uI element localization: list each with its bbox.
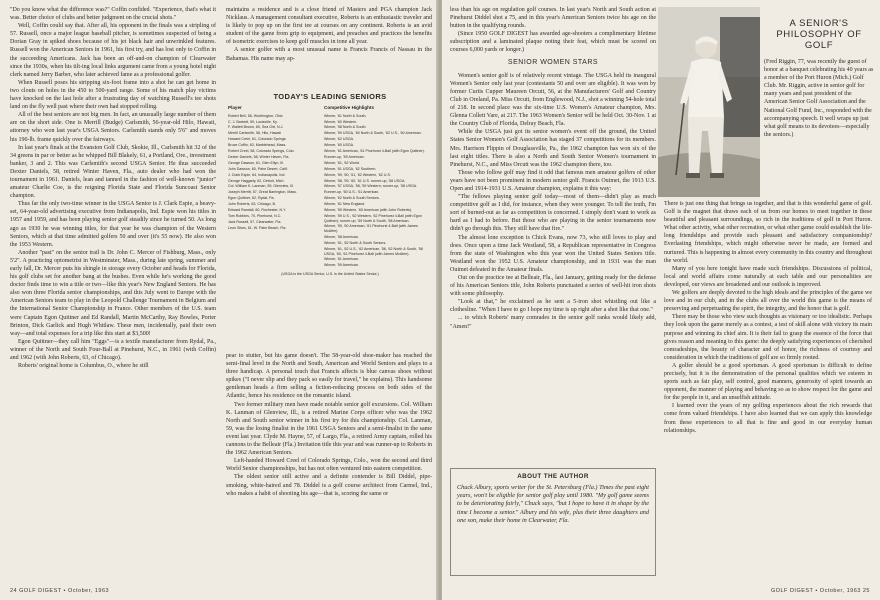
paragraph: In last year's finals at the Evanston Golf Club, Skokie, Ill., Carlsmith hit 32 of the 34 greens in par or better as he whipped Bill Blakely, 61, a Portland, Ore., investment banker, 3 and 2. This was Carlsmith's second USGA Senior. He thus succeeded Dexter Daniels, 58, retired Winter Haven, Fla., auto dealer who had won the tournament in 1961. Daniels, lean and tanned in the fashion of well-known "junior" amateur Charlie Coe, is the reigning Florida State and Florida Suncoast Senior champion. <box>10 144 216 200</box>
table-grid <box>228 106 432 269</box>
paragraph: Out on the practice tee at Belleair, Fla., last January, getting ready for the defense of his American Seniors title, John Roberts punctuated a series of well-hit iron shots with some philosophy. <box>450 275 656 298</box>
player-row: Merrill Carlsmith, 56, Hilo, Hawaii <box>228 131 281 136</box>
paragraph: We golfers are deeply devoted to the high ideals and the principles of the game we love and in our club, and in the clubs all over the world this game is the means of preserving and perpetuating the spirit, the integrity, and the honor that is golf. <box>664 290 872 313</box>
player-row: Leon Sikes, 61, W. Palm Beach, Fla. <box>228 225 287 230</box>
paragraph: pear to stutter, but his game doesn't. The 58-year-old shoe-maker has reached the semi-final level in the North and South, American and World Seniors and plays to a three handicap. A personal touch that Francis affects is blue canvas shoes without spikes ("I never slip and they pack so easily for travel," he explains). This handsome gentleman heads a firm selling a fiction-reducing process on both sides of the Atlantic, hence his residence on the romantic island. <box>226 353 432 400</box>
highlight-row: Runner-up, '59 American. <box>324 154 365 159</box>
paragraph: maintains a residence and is a close friend of Masters and PGA champion Jack Nicklaus. A management consultant executive, Roberts is an enthusiastic traveler and is likely to pop up on the first tee at courses on any continent. Roberts is an avid student of the game from grip to equipment, and preaches and practices the benefits of isometric exercises to keep golf muscles in tone all year. <box>226 7 432 46</box>
paragraph: There is just one thing that brings us together, and that is this wonderful game of golf. Golf is the magnet that draws each of us from our homes to meet together in these beautiful and pleasant surroundings, so rich in the traditions of golf in Port Huron. What other activity, what other recreation, or what other game could establish the life-long friendships and provide such pleasant and satisfactory companionship? Everlasting friendships, which might otherwise never be made, are formed and nurtured. This is happening in almost every community in this country and throughout the world. <box>664 201 872 264</box>
player-row: F. Wallett Brown, 60, Sea Girt, N.J. <box>228 125 284 130</box>
highlight-row: Winner, '59 Western, '60 American (with John Roberts). <box>324 207 412 212</box>
player-row: Jack Russell, 57, Clearwater, Fla. <box>228 219 282 224</box>
highlight-row: Winner, '62 North & South Seniors. <box>324 196 380 201</box>
highlight-row: Winner, '61 American. <box>324 257 359 262</box>
player-row: Tom Robbins, 70, Pinehurst, N.C. <box>228 213 282 218</box>
player-row: George Haggarty, 62, Detroit, Mich. <box>228 178 285 183</box>
highlight-row: Winner, '60 Western. <box>324 119 358 124</box>
player-row: Edward Randall, 60, Rochester, N.Y. <box>228 207 287 212</box>
paragraph: Many of you here tonight have made such friendships. Discussions of political, local and world affairs come naturally at each table and our personalities are developed, our views are broadened and our outlook is improved. <box>664 265 872 288</box>
paragraph: A senior golfer with a most unusual name is Francis Francis of Nassau in the Bahamas. His name may ap- <box>226 47 432 62</box>
highlight-row: Winner, '61 North & South. <box>324 113 367 118</box>
paragraph: Left-handed Howard Creel of Colorado Springs, Colo., won the second and third World Senior championships, but has not often ventured into eastern competition. <box>226 458 432 473</box>
paragraph: I learned over the years of my golfing experiences about the rich rewards that come from valued friendships. I have also learned that we can apply this knowledge from these experiences to all that is fine and good in our everyday human relationships. <box>664 403 872 434</box>
paragraph: There may be those who view such thoughts as visionary or too idealistic. Perhaps they look upon the game merely as a contest, a test of skill alone with victory its main purpose and winning its chief aim. It is their fail to grasp the essence of the force that gives reason and meaning to this game: the deeply satisfying experiences of cherished comradeships, the beauty of character and of honor, the richness of courtesy and consideration in which the traditions of golf are so firmly rooted. <box>664 314 872 361</box>
about-author-title: ABOUT THE AUTHOR <box>517 473 589 480</box>
paragraph: While the USGA just got its senior women's event off the ground, the United States Senior Women's Golf Association has staged 37 competitions for its members. Mrs. Harrison Flippin of Douglassville, Pa., the 1962 champion has won six of the last eight titles. There is also a North and South Senior Women's tournament in Pinehurst, N.C., and Miss Orcutt was the 1962 champion there, too. <box>450 129 656 168</box>
highlight-row: Winner, '59 USGA, '60 North & South, '62 U.S., '60 American. <box>324 131 422 136</box>
paragraph: "Look at that," he exclaimed as he sent a 5-iron shot whistling out like a clothesline. "When I have to go I hope my time is up right after a shot like that one." <box>450 299 656 314</box>
player-row: Robert Bell, 58, Worthington, Ohio <box>228 113 283 118</box>
highlight-row: Winner, '61, '62 World. <box>324 160 360 165</box>
left-column-2-bottom <box>226 352 432 574</box>
right-page <box>442 0 880 600</box>
speech-column <box>664 200 872 575</box>
player-row: Col. William K. Lanman, 59, Glenview, Ill. <box>228 184 294 189</box>
table-title: TODAY'S LEADING SENIORS <box>273 92 387 101</box>
highlight-row: Winner, '62 USGA. <box>324 137 355 142</box>
player-list <box>228 114 320 231</box>
highlight-row: Winner, '58 American. <box>324 235 359 240</box>
about-author-text: Chuck Albury, sports writer for the St. Petersburg (Fla.) Times the past eight years, won't be eligible for senior golf play until 1980. "My golf game seems to be deteriorating fairly," Chuck says, "but I hope to have it in shape by the time I become a senior." Albury and his wife, plus their three daughters and one son, make their home in Clearwater, Fla. <box>457 484 649 524</box>
highlights-header: Competitive Highlights <box>324 105 375 110</box>
highlight-row: Winner, '59, '60 American, '61 Pinehurst 4-Ball (with James McAfee). <box>324 224 418 234</box>
highlight-row: Winner, '58 North & South. <box>324 125 367 130</box>
player-row: Bruce Coffin, 63, Marblehead, Mass. <box>228 143 287 148</box>
left-page <box>0 0 438 600</box>
player-row: J. Clark Espie, 64, Indianapolis, Ind. <box>228 172 286 177</box>
highlight-row: Winner, '61, '62 U.S., '62 American, '56, '62 North & South, '58 USGA, '60, '61 Pinehurst 4-Ball (with James McAfee). <box>324 246 423 256</box>
paragraph: Thus far the only two-time winner in the USGA Senior is J. Clark Espie, a heavy-set, 64-year-old advertising executive from Indianapolis, Ind. Espie won his titles in 1957 and 1959, and has been playing senior golf steadily since he turned 50. As long ago as 1930 he was winning titles, for that year he was champion of the Western Seniors, which at that time admitted golfers 50 and over (it's 55 now). He also won the 1953 Western. <box>10 201 216 248</box>
highlight-row: Winner, '61 New England. <box>324 202 366 207</box>
player-row: Robert Creel, 58, Colorado Springs, Colo. <box>228 149 295 154</box>
paragraph: When Russell poses his stripping six-foot frame into a shot he can get home in two clouts on holes in the 450 to 500-yard range. Some of his match play victims have knocked on the last hole after a frustrating day of watching Russell's tee shots land on the fly well past where their own had stopped rolling. <box>10 79 216 111</box>
highlight-row: Winner, '59, '60, '61, '62 Western, '62 U.S. <box>324 172 391 177</box>
feature-title: A SENIOR'S PHILOSOPHY OF GOLF <box>776 18 862 51</box>
paragraph: Roberts' original home is Columbus, O., where he still <box>18 363 149 370</box>
paragraph: (Since 1950 GOLF DIGEST has awarded age-shooters a complimentary lifetime subscription and a laminated plaque noting their feat, which must be scored on courses 6,000 yards or longer.) <box>450 31 656 54</box>
player-column <box>228 106 324 269</box>
paragraph: "Do you know what the difference was?" Coffin confided. "Experience, that's what it was. Better choice of clubs and better judgment on the crucial shots." <box>10 7 216 22</box>
highlight-row: Winner, '60 USGA. <box>324 143 355 148</box>
paragraph: Women's senior golf is of relatively recent vintage. The USGA held its inaugural Women's Senior only last year (contestants 50 and over are eligible). It was won by former Curtis Cupper Maureen Orcutt, 56, at the Manufacturers' Golf and Country Club in Oreland, Pa. Miss Orcutt, from Englewood, N.J., shot a winning 54-hole total of 218. In second place was the six-time U.S. Women's Amateur champion, Mrs. Glenna Collett Vare, at 217. The 1963 Women's Senior will be held Oct. 30-Nov. 1 at the Country Club of Florida, Delray Beach, Fla. <box>450 72 656 128</box>
highlight-row: Winner, '59 American. <box>324 263 359 268</box>
player-row: C. J. Barbett, 59, Louisville, Ky. <box>228 119 278 124</box>
player-row: Joseph Merritt, 57, Great Barrington, Mass. <box>228 190 297 195</box>
paragraph: Those who follow golf may find it odd that famous men amateur golfers of other years have not been prominent in modern senior golf. Francis Ouimet, the 1913 U.S. Open and 1914-1931 U.S. Amateur champion, explains it this way: <box>450 169 656 192</box>
highlight-row: Winner, '61 American, '61 Pinehurst 4-Ball (with Egon Quittner). <box>324 149 425 154</box>
leading-seniors-table <box>228 92 432 350</box>
feature-intro: (Fred Riggin, 77, was recently the guest of honor at a banquet celebrating his 40 years as a member of the Port Huron (Mich.) Golf Club. Mr. Riggin, active in senior golf for many years and past president of the American Senior Golf Association and the National Golf Fund, Inc., responded with the accompanying speech. It well wraps up just what golf means to its devotees—especially the seniors.) <box>764 59 874 138</box>
paragraph: Egon Quittner—they call him "Eggs"—is a textile manufacturer from Rydal, Pa., winner of the North and South Four-Ball at Pinehurst, N.C., in 1961 (with Coffin) and 1962 (with John Roberts, 63, of Chicago). <box>10 338 216 362</box>
about-author-box <box>450 468 656 576</box>
highlight-row: Winner, '58, '59, '60, '61 U.S. runner-up, '58 USGA. <box>324 178 406 183</box>
player-header: Player <box>228 105 242 110</box>
highlights-list <box>324 114 432 268</box>
player-row: John Roberts, 63, Chicago, Ill. <box>228 202 277 207</box>
paragraph: The almost lone exception is Chick Evans, now 73, who still loves to play and does. Once upon a time Jack Westland, 58, a Republican representative in Congress from the state of Washington who this year won the United States Seniors title. Westland won the 1952 U.S. Amateur championship, and in 1931 was the man Ouimet defeated in the Amateur finals. <box>450 234 656 273</box>
paragraph: A golfer should be a good sportsman. A good sportsman is difficult to define precisely, but it is the demonstration of the personal qualities which we esteem in sports such as fair play, self control, good manners, generosity of spirit towards an opponent, the manner of playing and behaving so as to show respect for the game and for the people in it, and an unselfish attitude. <box>664 362 872 402</box>
left-page-folio: 24 GOLF DIGEST • October, 1963 <box>10 588 110 594</box>
left-column-1 <box>10 6 216 576</box>
highlight-row: Winner, '61, '62 North & South Seniors. <box>324 240 387 245</box>
highlight-row: Winner, '59 U.S., '62 Western, '62 Pinehurst 4-Ball (with Egon Quittner); runner-up, '59 North & South, '58 American. <box>324 213 422 223</box>
highlight-row: Winner, '61 USGA, '62 Southern. <box>324 166 377 171</box>
paragraph: Well, Coffin could say that. After all, his opponent in the finals was a stripling of 57. Russell, once a major league baseball pitcher, is sometimes suspected of being a Dorian Gray in spiked shoes because of his jet black hair and unwrinkled features. Russell won the American Seniors in 1961, his first try, and has lost only to Coffin in the succeeding Americans. Jack has been an off-and-on champion of Clearwater since the 1930s, when his tilt-ing local links argument came from a young hotel night clerk named Jerry Barber, who later achieved fame as a professional golfer. <box>10 23 216 78</box>
paragraph: All of the best seniors are not big men. In fact, an unusually large number of them are on the short side. One is Merrill (Budge) Carlsmith, 56-year-old Hilo, Hawaii, attorney who won last year's USGA Seniors. Carlsmith stands only 5'6" and moves his 190-lb. frame quickly over the fairways. <box>10 112 216 143</box>
golfer-illustration <box>658 7 760 197</box>
section-heading: SENIOR WOMEN STARS <box>507 58 599 66</box>
paragraph: less than his age on regulation golf courses. In last year's North and South action at Pinehurst Diddel shot a 75, and in this year's American Seniors twice his age on the button in the qualifying rounds. <box>450 7 656 30</box>
player-row: Dexter Daniels, 58, Winter Haven, Fla. <box>228 154 290 159</box>
right-column-1 <box>450 6 656 466</box>
highlight-row: Winner, '57 USGA, '58, '59 Western; runner-up, '58 USGA. <box>324 184 418 189</box>
paragraph: "The fellows playing senior golf today—most of them—didn't play as much competitive golf as I did, for instance, when they were younger. To tell the truth, I'm sort of burned-out as far as competition is concerned. I simply don't want to work as hard as I had to before. But those who are playing in the senior tournaments now didn't go through this. They still have that fire." <box>450 194 656 233</box>
table-footnote: (USGA is the USGA Senior, U.S. is the United States Senior.) <box>281 272 379 277</box>
player-row: John Dawson, 60, Palm Desert, Calif. <box>228 166 288 171</box>
golfer-photo <box>658 7 760 197</box>
highlights-column <box>324 106 432 269</box>
player-row: Howard Creel, 61, Colorado Springs <box>228 137 286 142</box>
highlight-row: Runner-up, '60 U.S., '61 American. <box>324 190 380 195</box>
player-row: George Dawson, 61, Glen Ellyn, Ill. <box>228 160 284 165</box>
right-page-folio: GOLF DIGEST • October, 1963 25 <box>770 588 870 594</box>
paragraph: Two former military men have made notable senior golf excursions. Col. William K. Lanman of Glenview, Ill., is a retired Marine Corps officer who was the 1962 North and South senior winner in his first try for this championship. Col. Lanman, 59, was the losing finalist in the 1961 USGA Seniors and a semi-finalist in the same event last year. Clyde M. Hayne, 57, of Largo, Fla., a retired Army captain, rolled his cannons to the Belleair (Fla.) Invitation title this year and was runner-up to Roberts in the 1962 American Seniors. <box>226 401 432 457</box>
left-column-2-top <box>226 6 432 86</box>
player-row: Egon Quittner, 62, Rydal, Pa. <box>228 196 275 201</box>
paragraph: The oldest senior still active and a definite contender is Bill Diddel, pipe-smoking, white-haired and 78. Diddel is a golf course architect from Carmel, Ind., who makes a habit of shooting his age—that is, scoring the same or <box>226 474 432 497</box>
paragraph: Another "past" on the senior trail is Dr. John C. Mercer of Fishburg, Mass., only 5'2". A practicing optometrist in Westminster, Mass., during late spring, summer and early fall, Dr. Mercer puts his shingle in storage every October and heads for Florida, his golf clubs set for another bang at the bushes. Even while he's working the good doctor finds time to win a title or two—like this year's New England Seniors. He has also won three Florida senior championships, and this July went to Europe with the American Seniors team to play in the Leopold Challenge Tournament in Belgium and the International Senior Championship in France. Other members of the U.S. team were Captain Egon Quittner and Ed Randall, Martin McCarthy, Ray Bowles, Porter Brinton, Dick Garlick and Hugh Whitlaw. These men, incidentally, paid their own way—and total expenses for a trip like this start at $3,500! <box>10 249 216 337</box>
paragraph: ... to which Roberts' many comrades in the senior golf ranks would likely add, "Amen!" <box>450 315 656 330</box>
